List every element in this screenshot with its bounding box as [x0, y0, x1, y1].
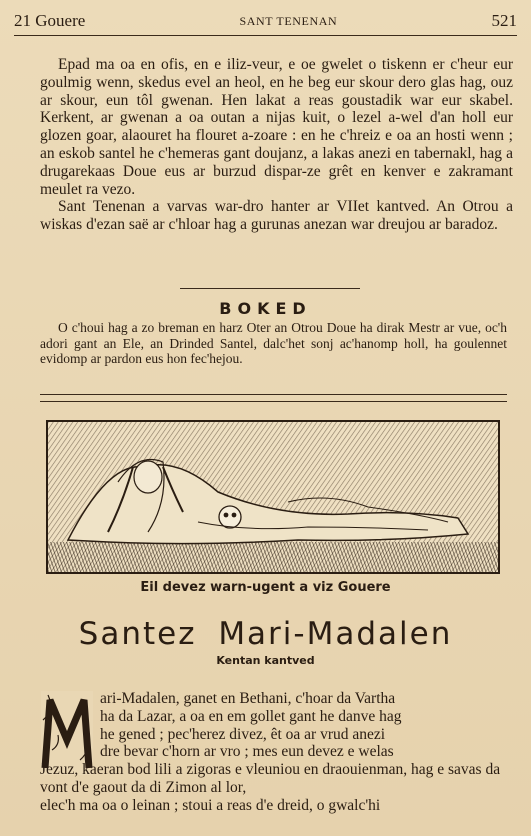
paragraph-1: Epad ma oa en ofis, en e iliz-veur, e oe gwelet o tiskenn er c'heur eur goulmig wenn, skedus evel an heol, en he beg eur skour dero glas hag, ouz ar skour, eun tôl gwenan. Hen lakat a reas goustadik war eur skabel. Kerkent, ar gwenan a oa outan a nijas kuit, o lezel a-wel d'an holl eur glozen goar, alaouret ha flouret a-zoare : en he c'hreiz e oa an hosti wenn ; an eskob santel he c'hemeras gant doujanz, a lakas anezi en tabernakl, hag a drugarekaas Doue eus ar burzud dispar-ze grêt en kenver e zakramant meulet ra vezo.: [40, 56, 513, 198]
reclining-figure-engraving: [48, 422, 498, 572]
double-rule: [40, 394, 507, 402]
text-line-5: Jezuz, kaeran bod lili a zigoras e vleuniou en draouienman, hag e savas da vont d'e gaout da di Zimon al lor,: [40, 761, 501, 796]
chapter-title: Santez Mari-Madalen: [78, 616, 453, 652]
boked-paragraph: O c'houi hag a zo breman en harz Oter an Otrou Doue ha dirak Mestr ar vue, oc'h adori gant an Ele, an Drinded Santel, dalc'het sonj ac'hanomp holl, ha goulennet evidomp ar pardon eus hon fec'hejou.: [40, 320, 507, 366]
page-number: 521: [491, 11, 517, 30]
text-line-4: dre bevar c'horn ar vro ; mes eun devez e welas: [100, 743, 394, 761]
figure-caption: Eil devez warn-ugent a viz Gouere: [140, 580, 391, 595]
main-text: [40, 56, 513, 234]
text-line-3: he gened ; pec'herez divez, êt oa ar vrud anezi: [100, 725, 386, 743]
paragraph-2: Sant Tenenan a varvas war-dro hanter ar VIIet kantved. An Otrou a wiskas d'ezan saë ar c'hloar hag a gurunas anezan war dreujou ar baradoz.: [40, 198, 513, 234]
section-divider: [180, 288, 360, 289]
text-line-6: elec'h ma oa o leinan ; stoui a reas d'e dreid, o gwalc'hi: [40, 796, 381, 814]
chapter-text: [40, 690, 513, 815]
header-title: SANT TENENAN: [239, 13, 338, 28]
header-date: 21 Gouere: [14, 11, 86, 30]
engraving-illustration: [46, 420, 500, 574]
text-line-2: ha da Lazar, a oa en em gollet gant he danve hag: [100, 707, 402, 725]
text-line-1: ari-Madalen, ganet en Bethani, c'hoar da Vartha: [100, 690, 396, 707]
boked-heading: BOKED: [219, 299, 312, 318]
header-rule: [14, 35, 517, 36]
chapter-subtitle: Kentan kantved: [216, 654, 315, 667]
boked-text: [40, 320, 507, 367]
running-header: [14, 8, 517, 34]
